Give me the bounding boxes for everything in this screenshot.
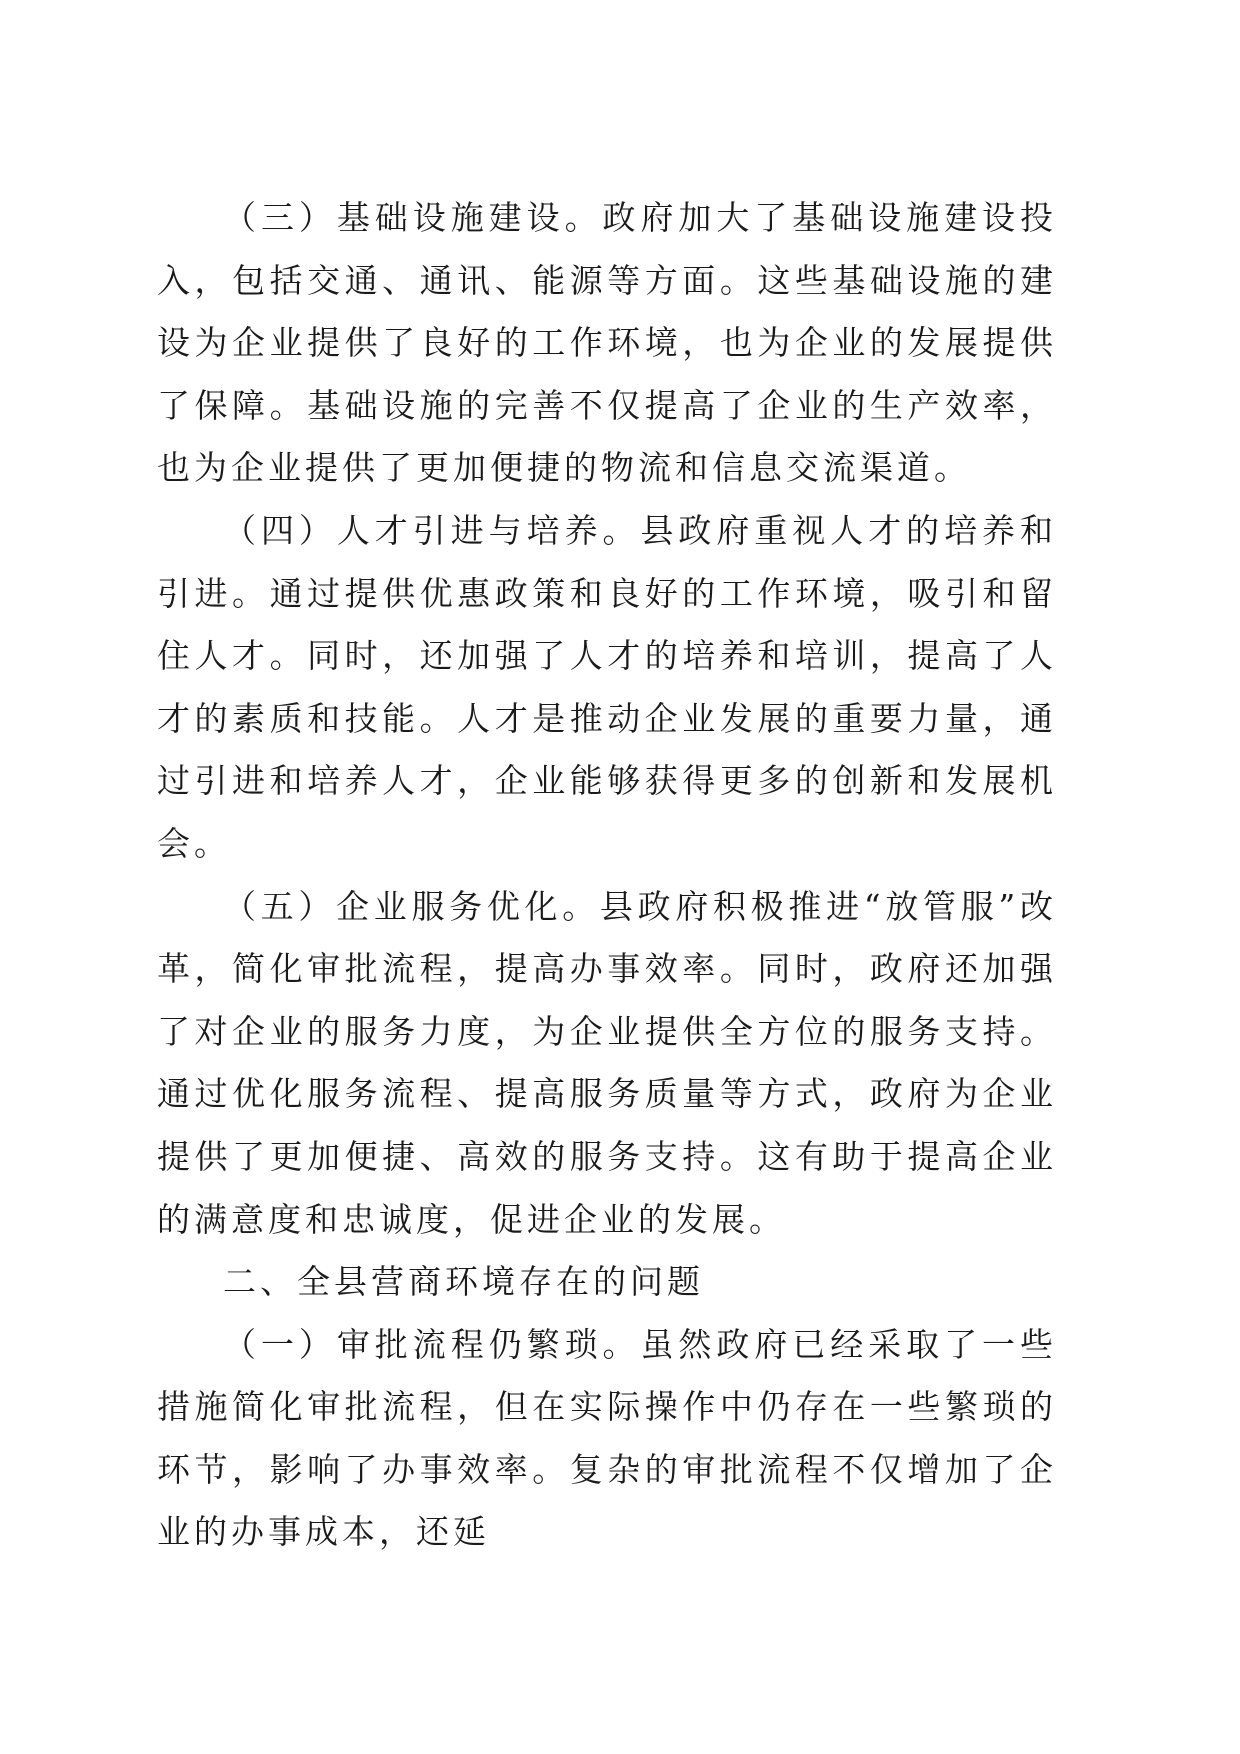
paragraph-service: （五）企业服务优化。县政府积极推进“放管服”改革，简化审批流程，提高办事效率。同时，政府还加强了对企业的服务力度，为企业提供全方位的服务支持。通过优化服务流程、提高服务质量等方式，政府为企业提供了更加便捷、高效的服务支持。这有助于提高企业的满意度和忠诚度，促进企业的发展。 — [157, 886, 1057, 1239]
paragraph-approval: （一）审批流程仍繁琐。虽然政府已经采取了一些措施简化审批流程，但在实际操作中仍存在一些繁琐的环节，影响了办事效率。复杂的审批流程不仅增加了企业的办事成本，还延 — [157, 1324, 1057, 1552]
document-body — [157, 187, 1057, 1564]
paragraph-infrastructure: （三）基础设施建设。政府加大了基础设施建设投入，包括交通、通讯、能源等方面。这些基础设施的建设为企业提供了良好的工作环境，也为企业的发展提供了保障。基础设施的完善不仅提高了企业的生产效率，也为企业提供了更加便捷的物流和信息交流渠道。 — [157, 198, 1057, 488]
section-heading: 二、全县营商环境存在的问题 — [223, 1262, 704, 1302]
paragraph-talent: （四）人才引进与培养。县政府重视人才的培养和引进。通过提供优惠政策和良好的工作环境，吸引和留住人才。同时，还加强了人才的培养和培训，提高了人才的素质和技能。人才是推动企业发展的重要力量，通过引进和培养人才，企业能够获得更多的创新和发展机会。 — [157, 510, 1057, 863]
